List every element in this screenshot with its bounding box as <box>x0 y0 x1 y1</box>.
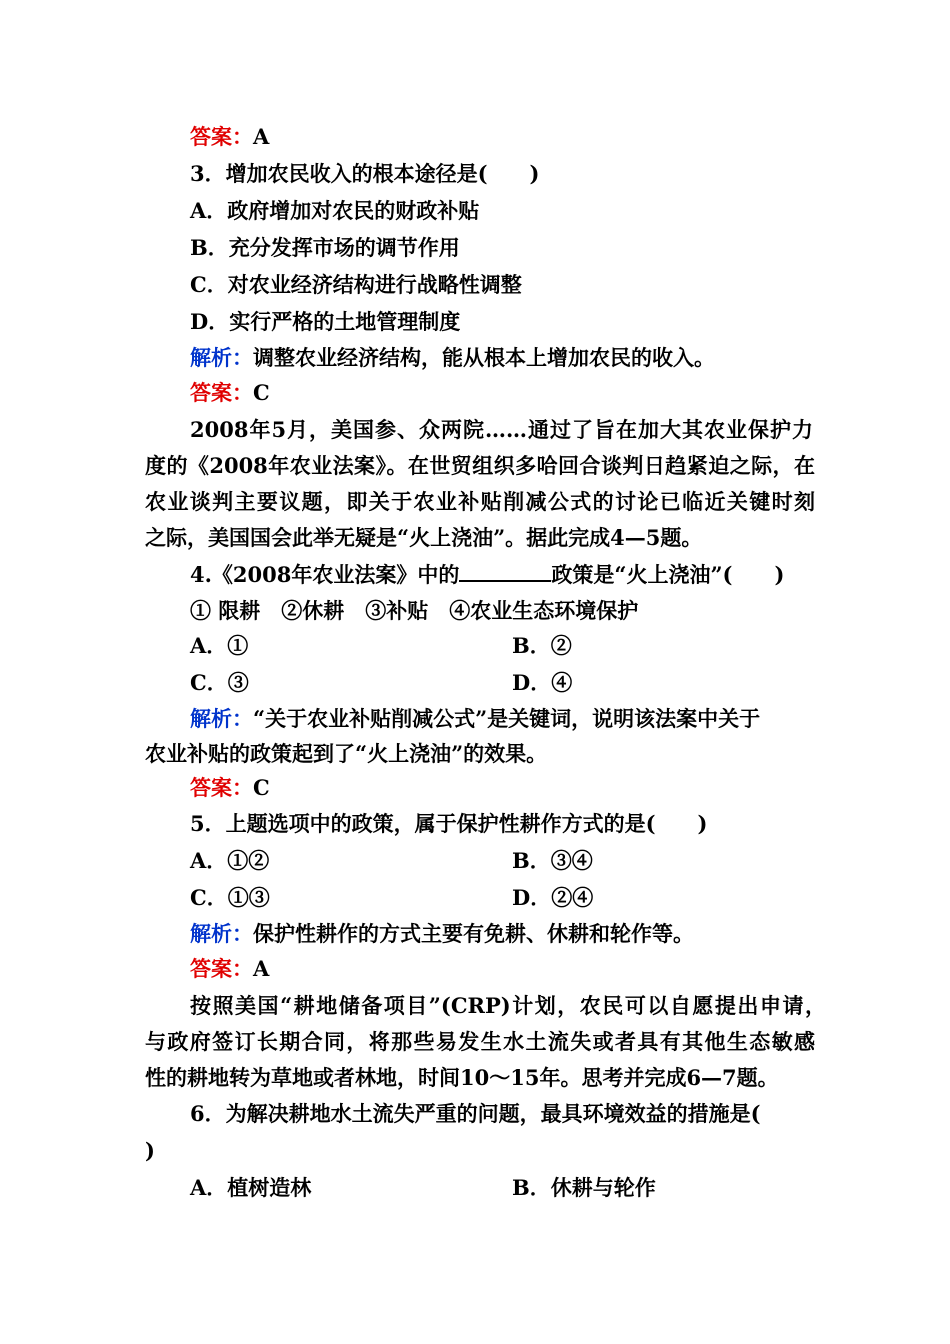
q5-option-b: B．③④ <box>512 848 593 873</box>
material1-line1: 2008年5月，美国参、众两院……通过了旨在加大其农业保护力 <box>190 417 813 442</box>
material1-line3: 农业谈判主要议题，即关于农业补贴削减公式的讨论已临近关键时刻 <box>145 489 815 514</box>
q4-analysis-line1 <box>190 705 860 733</box>
material1-line2: 度的《2008年农业法案》。在世贸组织多哈回合谈判日趋紧迫之际，在 <box>145 453 815 478</box>
answer-label: 答案： <box>190 380 253 405</box>
q4-option-c: C．③ <box>190 670 249 695</box>
q3-option-a: A．政府增加对农民的财政补贴 <box>190 198 480 223</box>
material2-line3: 性的耕地转为草地或者林地，时间10～15年。思考并完成6—7题。 <box>145 1065 779 1090</box>
q6-option-b: B．休耕与轮作 <box>512 1175 656 1200</box>
answer-label: 答案： <box>190 124 253 149</box>
answer-value: C <box>253 380 270 405</box>
answer-value: C <box>253 775 270 800</box>
analysis-text: 调整农业经济结构，能从根本上增加农民的收入。 <box>253 345 715 370</box>
answer-value: A <box>253 124 270 149</box>
analysis-text: “关于农业补贴削减公式”是关键词，说明该法案中关于 <box>253 706 761 731</box>
q6-option-a: A．植树造林 <box>190 1175 312 1200</box>
q5-analysis-line <box>190 920 860 948</box>
analysis-text: 保护性耕作的方式主要有免耕、休耕和轮作等。 <box>253 921 694 946</box>
q4-option-b: B．② <box>512 633 572 658</box>
q4-stem-post: 政策是“火上浇油”( ) <box>551 562 785 587</box>
q3-stem: 3．增加农民收入的根本途径是( ) <box>190 161 540 186</box>
q3-option-d: D．实行严格的土地管理制度 <box>190 309 461 334</box>
analysis-label: 解析： <box>190 706 253 731</box>
q6-stem-line1: 6．为解决耕地水土流失严重的问题，最具环境效益的措施是( <box>190 1101 761 1126</box>
q3-analysis-line <box>190 344 860 372</box>
material2-line2: 与政府签订长期合同，将那些易发生水土流失或者具有其他生态敏感 <box>145 1029 815 1054</box>
q2-answer-line <box>190 123 860 151</box>
material1-line4: 之际，美国国会此举无疑是“火上浇油”。据此完成4—5题。 <box>145 525 703 550</box>
analysis-label: 解析： <box>190 345 253 370</box>
q5-option-d: D．②④ <box>512 885 594 910</box>
q4-stem <box>190 561 860 589</box>
q5-option-a: A．①② <box>190 848 270 873</box>
q4-analysis-line2: 农业补贴的政策起到了“火上浇油”的效果。 <box>145 741 548 766</box>
q3-option-c: C．对农业经济结构进行战略性调整 <box>190 272 522 297</box>
q5-stem: 5．上题选项中的政策，属于保护性耕作方式的是( ) <box>190 811 708 836</box>
material2-line1: 按照美国“耕地储备项目”(CRP)计划，农民可以自愿提出申请， <box>190 993 826 1018</box>
q5-answer-line <box>190 955 860 983</box>
q4-answer-line <box>190 774 860 802</box>
answer-label: 答案： <box>190 775 253 800</box>
q5-option-c: C．①③ <box>190 885 270 910</box>
q3-answer-line <box>190 379 860 407</box>
q3-option-b: B．充分发挥市场的调节作用 <box>190 235 460 260</box>
q4-items: ① 限耕 ②休耕 ③补贴 ④农业生态环境保护 <box>190 598 639 623</box>
analysis-label: 解析： <box>190 921 253 946</box>
answer-label: 答案： <box>190 956 253 981</box>
fill-in-blank <box>459 562 551 582</box>
answer-value: A <box>253 956 270 981</box>
q4-option-a: A．① <box>190 633 249 658</box>
q4-option-d: D．④ <box>512 670 573 695</box>
q6-stem-line2: ) <box>145 1138 155 1163</box>
q4-stem-pre: 4.《2008年农业法案》中的 <box>190 562 460 587</box>
